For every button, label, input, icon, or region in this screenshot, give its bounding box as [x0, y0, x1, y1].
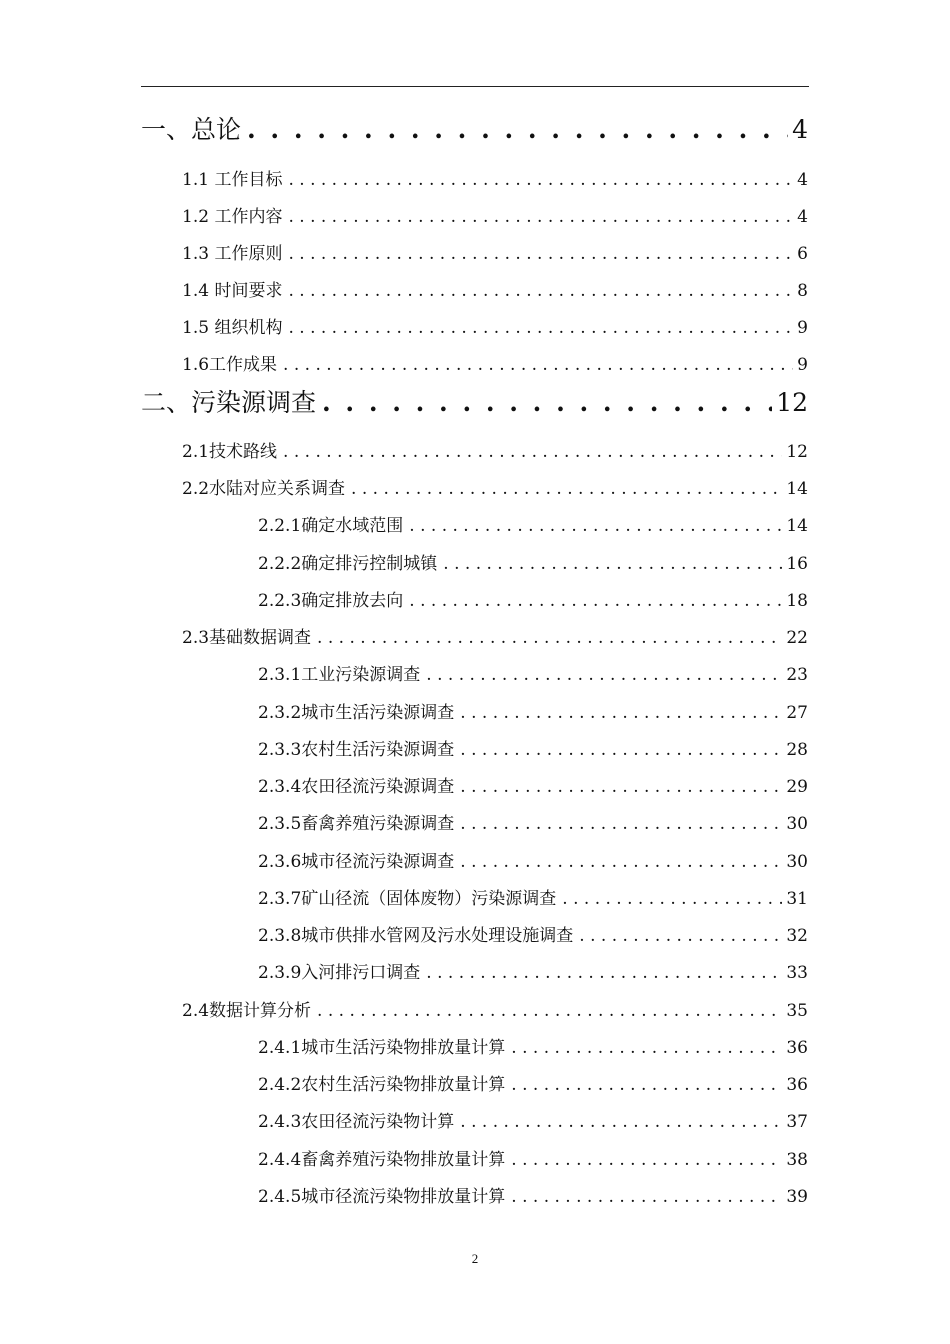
- toc-entry[interactable]: [182, 313, 808, 337]
- toc-entry[interactable]: [182, 474, 808, 498]
- toc-dot-leader: [460, 852, 782, 872]
- toc-entry-page: 9: [797, 318, 808, 338]
- toc-entry-title: 2.2.2确定排污控制城镇: [258, 554, 438, 574]
- toc-entry-page: 12: [776, 388, 808, 417]
- toc-entry[interactable]: [258, 847, 808, 871]
- toc-entry-title: 2.4.4畜禽养殖污染物排放量计算: [258, 1150, 506, 1170]
- toc-entry-title: 2.3.8城市供排水管网及污水处理设施调查: [258, 926, 574, 946]
- toc-entry-page: 35: [786, 1001, 808, 1021]
- toc-entry-title: 2.1技术路线: [182, 442, 278, 462]
- toc-entry[interactable]: [182, 437, 808, 461]
- toc-dot-leader: [426, 665, 782, 685]
- toc-entry-title: 2.3.2城市生活污染源调查: [258, 703, 455, 723]
- toc-dot-leader: [426, 963, 782, 983]
- toc-entry-page: 8: [797, 281, 808, 301]
- toc-entry-page: 36: [786, 1075, 808, 1095]
- toc-entry-title: 2.2.3确定排放去向: [258, 591, 404, 611]
- toc-dot-leader: [460, 777, 782, 797]
- toc-entry[interactable]: [258, 884, 808, 908]
- toc-dot-leader: [288, 281, 793, 301]
- toc-dot-leader: [283, 355, 793, 375]
- toc-entry[interactable]: [182, 239, 808, 263]
- toc-dot-leader: [511, 1150, 782, 1170]
- toc-entry-page: 33: [786, 963, 808, 983]
- toc-entry-page: 4: [792, 115, 808, 144]
- toc-entry-title: 2.3.9入河排污口调查: [258, 963, 421, 983]
- toc-dot-leader: [562, 889, 782, 909]
- toc-dot-leader: [317, 1001, 782, 1021]
- toc-entry-title: 1.3 工作原则: [182, 244, 283, 264]
- toc-entry-page: 18: [786, 591, 808, 611]
- toc-entry-title: 2.2水陆对应关系调查: [182, 479, 346, 499]
- toc-entry[interactable]: [258, 809, 808, 833]
- toc-entry-page: 14: [786, 516, 808, 536]
- toc-entry-title: 2.3.7矿山径流（固体废物）污染源调查: [258, 889, 557, 909]
- toc-entry-page: 39: [786, 1187, 808, 1207]
- toc-entry-page: 22: [786, 628, 808, 648]
- toc-entry-title: 2.4.2农村生活污染物排放量计算: [258, 1075, 506, 1095]
- toc-entry[interactable]: [258, 698, 808, 722]
- toc-dot-leader: [511, 1038, 782, 1058]
- toc-dot-leader: [511, 1075, 782, 1095]
- toc-entry[interactable]: [258, 1107, 808, 1131]
- toc-dot-leader: [288, 318, 793, 338]
- toc-entry-page: 6: [797, 244, 808, 264]
- toc-dot-leader: [409, 516, 782, 536]
- toc-entry[interactable]: [182, 350, 808, 374]
- toc-dot-leader: [288, 207, 793, 227]
- toc-entry-page: 32: [786, 926, 808, 946]
- toc-entry-page: 29: [786, 777, 808, 797]
- toc-entry[interactable]: [258, 1070, 808, 1094]
- toc-entry[interactable]: [258, 921, 808, 945]
- toc-entry-page: 23: [786, 665, 808, 685]
- toc-entry-title: 1.6工作成果: [182, 355, 278, 375]
- toc-dot-leader: [288, 170, 793, 190]
- toc-entry[interactable]: [258, 549, 808, 573]
- toc-entry-page: 38: [786, 1150, 808, 1170]
- page-number: 2: [471, 1251, 479, 1266]
- toc-entry-page: 27: [786, 703, 808, 723]
- toc-dot-leader: [460, 814, 782, 834]
- toc-entry-title: 2.3.4农田径流污染源调查: [258, 777, 455, 797]
- toc-entry[interactable]: [182, 276, 808, 300]
- toc-entry[interactable]: [182, 623, 808, 647]
- toc-entry-title: 1.1 工作目标: [182, 170, 283, 190]
- toc-entry[interactable]: [258, 1145, 808, 1169]
- toc-dot-leader: [283, 442, 782, 462]
- toc-entry-page: 28: [786, 740, 808, 760]
- toc-dot-leader: [247, 115, 788, 144]
- toc-entry-page: 30: [786, 814, 808, 834]
- toc-entry-title: 2.4.3农田径流污染物计算: [258, 1112, 455, 1132]
- toc-dot-leader: [443, 554, 782, 574]
- toc-dot-leader: [511, 1187, 782, 1207]
- toc-entry-title: 一、总论: [141, 115, 242, 144]
- toc-entry-title: 1.5 组织机构: [182, 318, 283, 338]
- toc-entry[interactable]: [258, 511, 808, 535]
- toc-entry-title: 2.3.3农村生活污染源调查: [258, 740, 455, 760]
- toc-entry[interactable]: [182, 202, 808, 226]
- toc-entry-page: 4: [797, 170, 808, 190]
- toc-dot-leader: [460, 1112, 782, 1132]
- toc-entry[interactable]: [258, 660, 808, 684]
- toc-entry[interactable]: [258, 1033, 808, 1057]
- toc-entry-title: 2.3.5畜禽养殖污染源调查: [258, 814, 455, 834]
- toc-entry[interactable]: [141, 110, 808, 146]
- toc-dot-leader: [409, 591, 782, 611]
- toc-entry-page: 14: [786, 479, 808, 499]
- toc-dot-leader: [288, 244, 793, 264]
- toc-entry-page: 12: [786, 442, 808, 462]
- toc-entry[interactable]: [182, 165, 808, 189]
- toc-entry-title: 1.4 时间要求: [182, 281, 283, 301]
- toc-dot-leader: [322, 388, 772, 417]
- toc-dot-leader: [460, 703, 782, 723]
- toc-dot-leader: [317, 628, 782, 648]
- toc-entry-title: 2.4.5城市径流污染物排放量计算: [258, 1187, 506, 1207]
- toc-entry-title: 2.2.1确定水域范围: [258, 516, 404, 536]
- toc-entry[interactable]: [141, 383, 808, 419]
- toc-entry-title: 2.3.6城市径流污染源调查: [258, 852, 455, 872]
- toc-entry-title: 1.2 工作内容: [182, 207, 283, 227]
- toc-entry-page: 16: [786, 554, 808, 574]
- toc-entry[interactable]: [258, 735, 808, 759]
- toc-entry-title: 2.4.1城市生活污染物排放量计算: [258, 1038, 506, 1058]
- toc-entry[interactable]: [258, 958, 808, 982]
- toc-entry-page: 36: [786, 1038, 808, 1058]
- toc-entry[interactable]: [258, 586, 808, 610]
- toc-entry[interactable]: [258, 1182, 808, 1206]
- toc-dot-leader: [460, 740, 782, 760]
- toc-entry-page: 30: [786, 852, 808, 872]
- toc-entry-title: 2.3基础数据调查: [182, 628, 312, 648]
- toc-entry-page: 37: [786, 1112, 808, 1132]
- toc-entry-page: 4: [797, 207, 808, 227]
- toc-entry[interactable]: [182, 996, 808, 1020]
- toc-entry[interactable]: [258, 772, 808, 796]
- toc-entry-page: 31: [786, 889, 808, 909]
- toc-dot-leader: [351, 479, 782, 499]
- toc-entry-title: 2.3.1工业污染源调查: [258, 665, 421, 685]
- toc-entry-page: 9: [797, 355, 808, 375]
- toc-entry-title: 二、污染源调查: [141, 388, 317, 417]
- toc-entry-title: 2.4数据计算分析: [182, 1001, 312, 1021]
- toc-dot-leader: [579, 926, 782, 946]
